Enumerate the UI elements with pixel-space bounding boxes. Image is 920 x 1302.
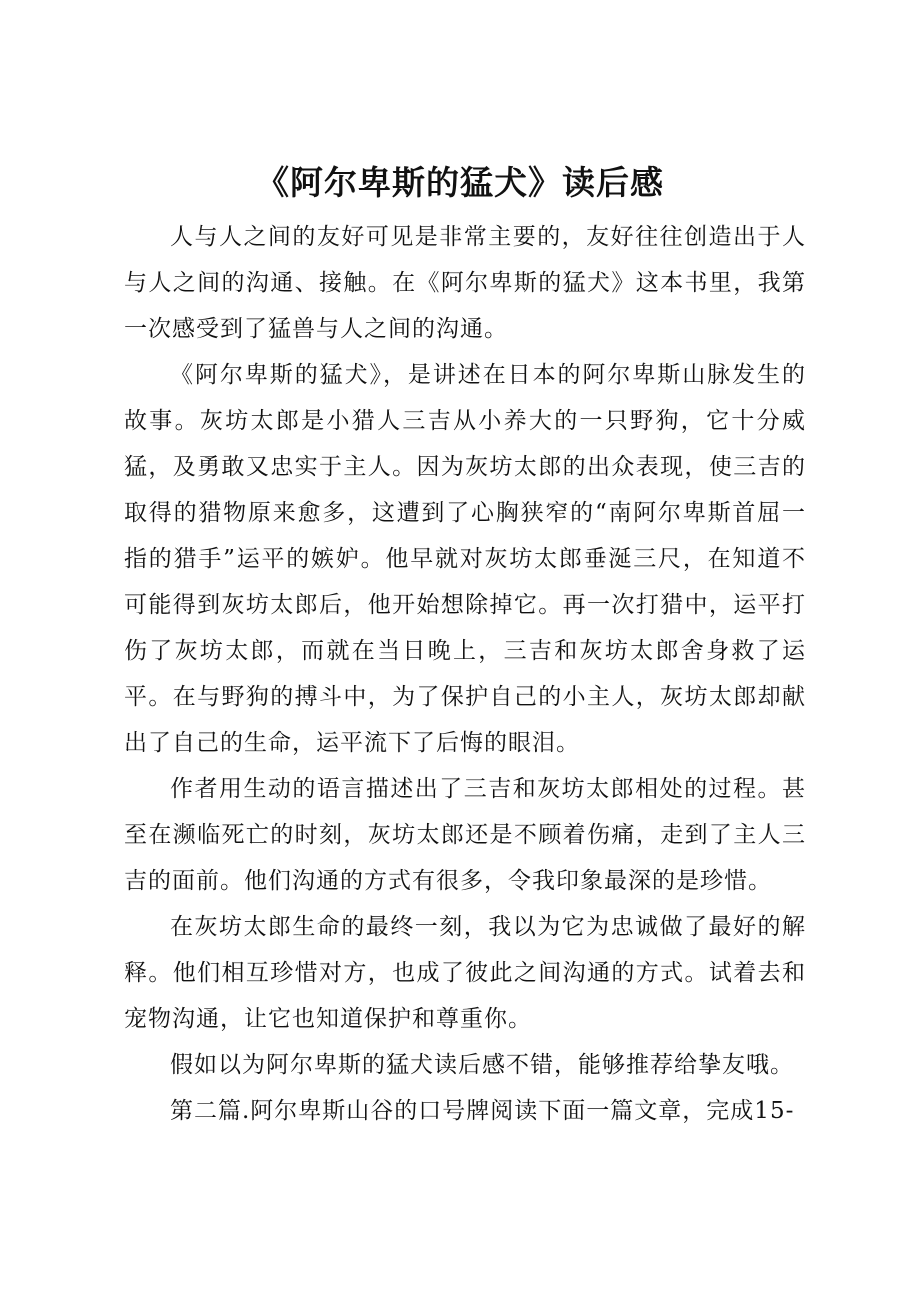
paragraph-4: 在灰坊太郎生命的最终一刻，我以为它为忠诚做了最好的解释。他们相互珍惜对方，也成了彼此之间沟通的方式。试着去和宠物沟通，让它也知道保护和尊重你。	[124, 914, 806, 1032]
paragraph-1: 人与人之间的友好可见是非常主要的，友好往往创造出于人与人之间的沟通、接触。在《阿尔卑斯的猛犬》这本书里，我第一次感受到了猛兽与人之间的沟通。	[124, 224, 806, 342]
document-body	[124, 214, 806, 1134]
paragraph-6: 第二篇.阿尔卑斯山谷的口号牌阅读下面一篇文章，完成15-	[170, 1098, 795, 1124]
paragraph-5: 假如以为阿尔卑斯的猛犬读后感不错，能够推荐给挚友哦。	[170, 1052, 794, 1078]
paragraph-3: 作者用生动的语言描述出了三吉和灰坊太郎相处的过程。甚至在濒临死亡的时刻，灰坊太郎还是不顾着伤痛，走到了主人三吉的面前。他们沟通的方式有很多，令我印象最深的是珍惜。	[124, 776, 806, 894]
paragraph-2: 《阿尔卑斯的猛犬》，是讲述在日本的阿尔卑斯山脉发生的故事。灰坊太郎是小猎人三吉从小养大的一只野狗，它十分威猛，及勇敢又忠实于主人。因为灰坊太郎的出众表现，使三吉的取得的猎物原来愈多，这遭到了心胸狭窄的“南阿尔卑斯首屈一指的猎手”运平的嫉妒。他早就对灰坊太郎垂涎三尺，在知道不可能得到灰坊太郎后，他开始想除掉它。再一次打猎中，运平打伤了灰坊太郎，而就在当日晚上，三吉和灰坊太郎舍身救了运平。在与野狗的搏斗中，为了保护自己的小主人，灰坊太郎却献出了自己的生命，运平流下了后悔的眼泪。	[124, 362, 806, 756]
document-title: 《阿尔卑斯的猛犬》读后感	[256, 163, 664, 202]
